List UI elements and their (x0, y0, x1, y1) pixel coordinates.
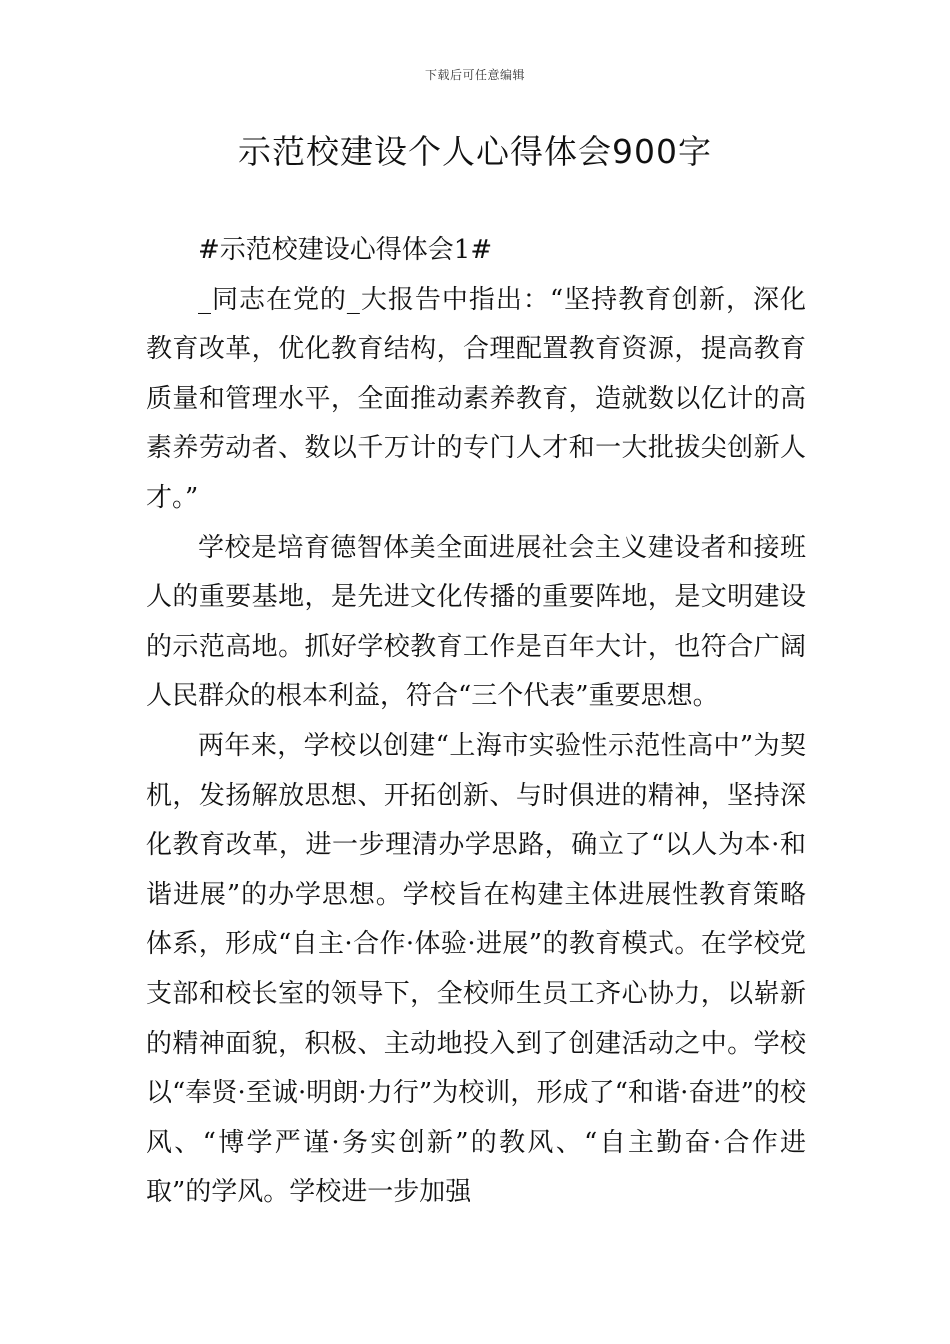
header-note: 下载后可任意编辑 (424, 68, 525, 82)
document-title: 示范校建设个人心得体会900字 (238, 132, 712, 171)
paragraph: 学校是培育德智体美全面进展社会主义建设者和接班人的重要基地，是先进文化传播的重要阵地，是文明建设的示范高地。抓好学校教育工作是百年大计，也符合广阔人民群众的根本利益，符合“三个代表”重要思想。 (146, 532, 806, 712)
paragraph: 两年来，学校以创建“上海市实验性示范性高中”为契机，发扬解放思想、开拓创新、与时俱进的精神，坚持深化教育改革，进一步理清办学思路，确立了“以人为本·和谐进展”的办学思想。学校旨在构建主体进展性教育策略体系，形成“自主·合作·体验·进展”的教育模式。在学校党支部和校长室的领导下，全校师生员工齐心协力，以崭新的精神面貌，积极、主动地投入到了创建活动之中。学校以“奉贤·至诚·明朗·力行”为校训，形成了“和谐·奋进”的校风、“博学严谨·务实创新”的教风、“自主勤奋·合作进取”的学风。学校进一步加强 (146, 730, 806, 1208)
section-heading: #示范校建设心得体会1# (198, 235, 493, 265)
document-body (146, 226, 806, 1218)
paragraph: _同志在党的_大报告中指出：“坚持教育创新，深化教育改革，优化教育结构，合理配置教育资源，提高教育质量和管理水平，全面推动素养教育，造就数以亿计的高素养劳动者、数以千万计的专门人才和一大批拔尖创新人才。” (146, 284, 806, 513)
